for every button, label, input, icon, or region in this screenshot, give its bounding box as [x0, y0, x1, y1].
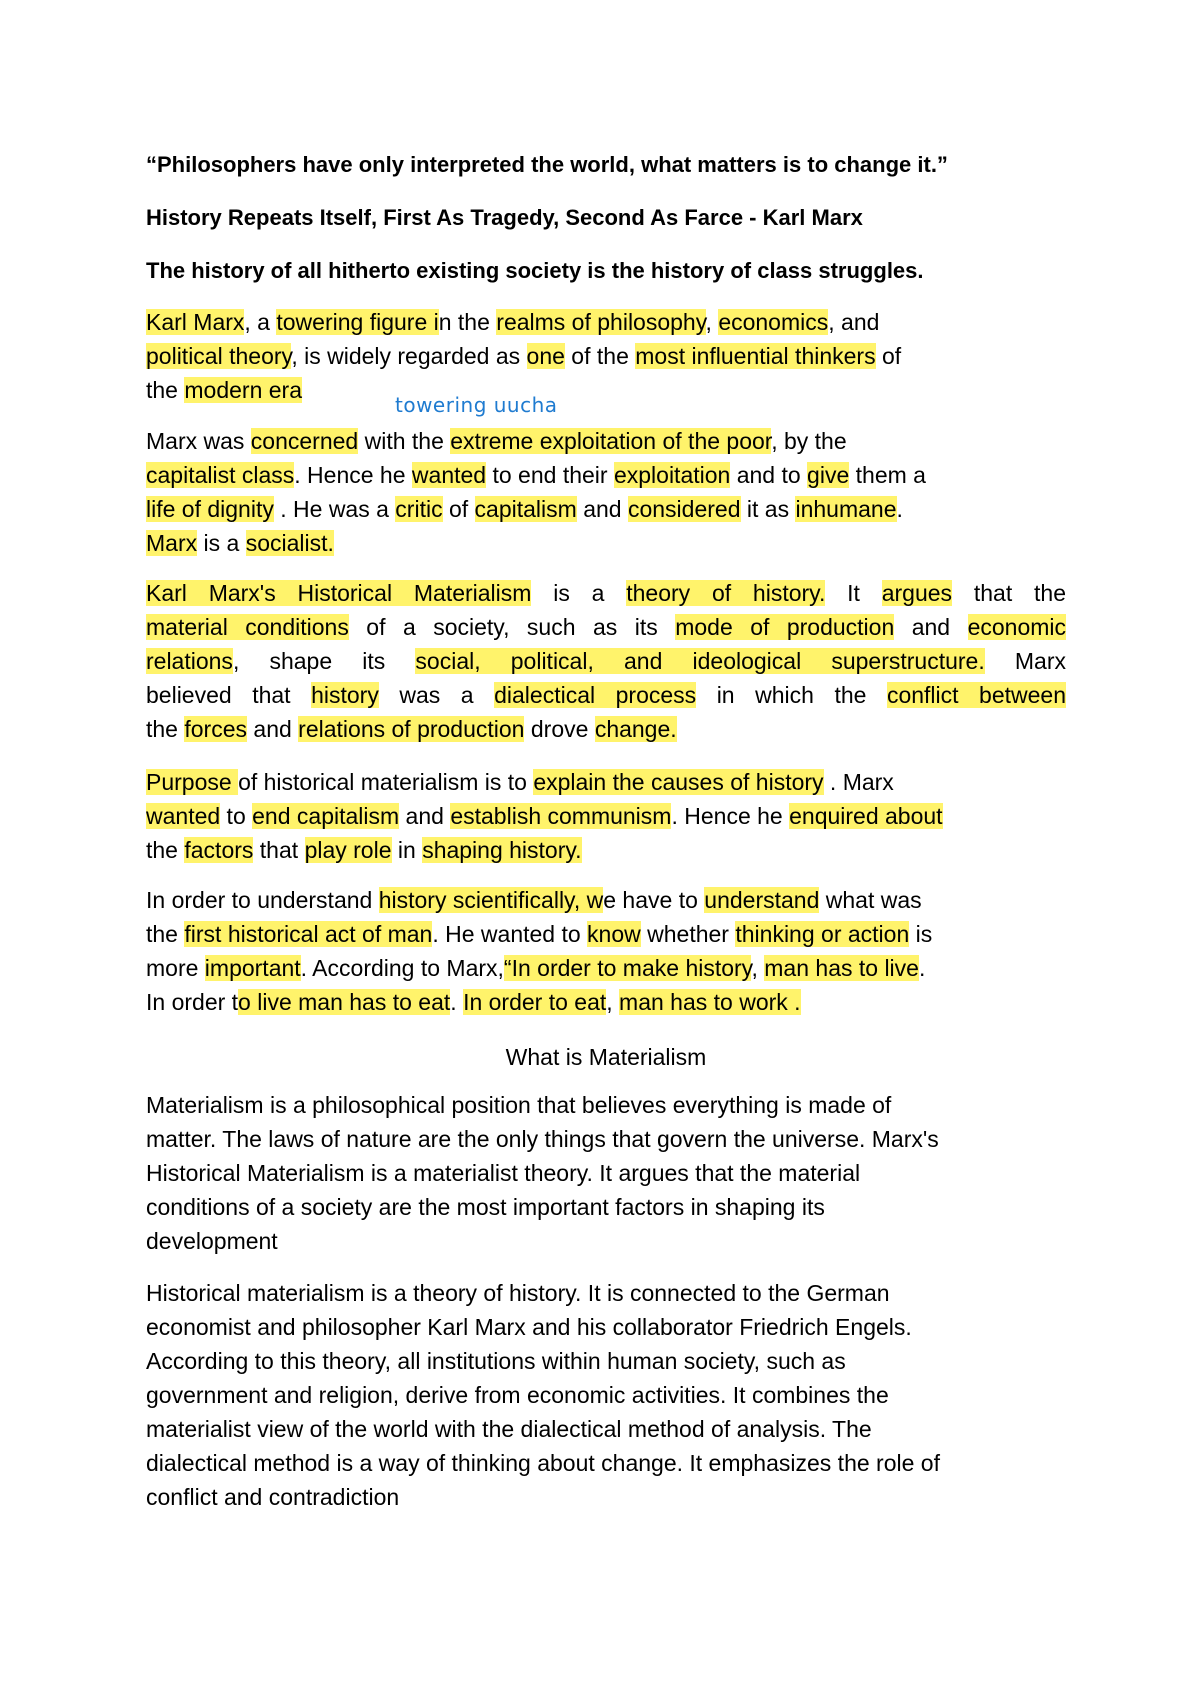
- materialism-paragraph-2-line: conflict and contradiction: [146, 1484, 400, 1510]
- body-text: that the: [952, 580, 1066, 606]
- body-text: and to: [730, 462, 808, 488]
- handwritten-annotation: towering uucha: [395, 393, 558, 417]
- highlighted-text: one: [526, 343, 565, 369]
- body-text: . Marx: [823, 769, 894, 795]
- body-text: , and: [828, 309, 880, 335]
- highlighted-text: argues: [881, 580, 953, 606]
- body-text: .: [918, 955, 926, 981]
- materialism-paragraph-2-line: Historical materialism is a theory of history. It is connected to the German: [146, 1280, 890, 1306]
- paragraph-4-line: [146, 799, 1066, 833]
- paragraph-5-line: [146, 917, 1066, 951]
- body-text: to: [220, 803, 253, 829]
- highlighted-text: capitalism: [474, 496, 577, 522]
- materialism-paragraph-2-line: government and religion, derive from economic activities. It combines the: [146, 1382, 889, 1408]
- body-text: e have to: [603, 887, 705, 913]
- highlighted-text: man has to live: [764, 955, 919, 981]
- highlighted-text: realms of philosophy: [496, 309, 706, 335]
- highlighted-text: important: [204, 955, 301, 981]
- body-text: ,: [705, 309, 719, 335]
- paragraph-1-line: [146, 339, 1066, 373]
- body-text: . He was a: [273, 496, 396, 522]
- paragraph-2-line: [146, 492, 1066, 526]
- highlighted-text: dialectical process: [494, 682, 697, 708]
- highlighted-text: know: [587, 921, 641, 947]
- body-text: that: [253, 837, 305, 863]
- highlighted-text: mode of production: [675, 614, 895, 640]
- paragraph-3-line: [146, 644, 1066, 678]
- body-text: drove: [524, 716, 595, 742]
- body-text: .: [450, 989, 464, 1015]
- paragraph-5-line: [146, 985, 1066, 1019]
- body-text: to end their: [486, 462, 614, 488]
- highlighted-text: conflict between: [886, 682, 1066, 708]
- materialism-paragraph-1-line: development: [146, 1228, 278, 1254]
- section-heading: What is Materialism: [505, 1044, 707, 1070]
- body-text: , shape its: [232, 648, 416, 674]
- paragraph-5-line: [146, 951, 1066, 985]
- paragraph-2-line: [146, 424, 1066, 458]
- paragraph-3-line: [146, 610, 1066, 644]
- highlighted-text: modern era: [184, 377, 302, 403]
- highlighted-text: considered: [627, 496, 741, 522]
- body-text: believed that: [146, 682, 312, 708]
- body-text: . Hence he: [294, 462, 412, 488]
- body-text: is: [909, 921, 933, 947]
- highlighted-text: explain the causes of history: [533, 769, 824, 795]
- quote-philosophers: “Philosophers have only interpreted the world, what matters is to change it.”: [146, 152, 948, 177]
- body-text: and: [399, 803, 451, 829]
- paragraph-5-line: [146, 883, 1066, 917]
- highlighted-text: towering figure i: [276, 309, 439, 335]
- highlighted-text: economics: [718, 309, 829, 335]
- highlighted-text: concerned: [250, 428, 359, 454]
- highlighted-text: inhumane: [795, 496, 897, 522]
- body-text: the: [146, 716, 185, 742]
- highlighted-text: relations of production: [298, 716, 525, 742]
- highlighted-text: wanted: [146, 803, 221, 829]
- body-text: is a: [531, 580, 627, 606]
- highlighted-text: thinking or action: [735, 921, 910, 947]
- body-text: , by the: [771, 428, 847, 454]
- body-text: them a: [849, 462, 926, 488]
- highlighted-text: understand: [704, 887, 820, 913]
- materialism-paragraph-2-line: materialist view of the world with the dialectical method of analysis. The: [146, 1416, 872, 1442]
- body-text: Marx was: [146, 428, 251, 454]
- materialism-paragraph-1-line: Materialism is a philosophical position that believes everything is made of: [146, 1092, 892, 1118]
- highlighted-text: extreme exploitation of the poor: [450, 428, 772, 454]
- highlighted-text: factors: [184, 837, 254, 863]
- highlighted-text: first historical act of man: [184, 921, 433, 947]
- body-text: In order to understand: [146, 887, 379, 913]
- paragraph-3-line: [146, 712, 1066, 746]
- highlighted-text: “In order to make history: [503, 955, 752, 981]
- highlighted-text: capitalist class: [146, 462, 295, 488]
- materialism-paragraph-2-line: dialectical method is a way of thinking about change. It emphasizes the role of: [146, 1450, 940, 1476]
- body-text: of a society, such as its: [348, 614, 676, 640]
- body-text: ,: [751, 955, 765, 981]
- paragraph-4-line: [146, 833, 1066, 867]
- body-text: and: [247, 716, 299, 742]
- highlighted-text: most influential thinkers: [635, 343, 876, 369]
- highlighted-text: material conditions: [146, 614, 349, 640]
- highlighted-text: o live man has to eat: [238, 989, 451, 1015]
- materialism-paragraph-2-line: economist and philosopher Karl Marx and his collaborator Friedrich Engels.: [146, 1314, 912, 1340]
- highlighted-text: theory of history.: [626, 580, 826, 606]
- highlighted-text: history: [311, 682, 379, 708]
- body-text: . Hence he: [671, 803, 790, 829]
- body-text: in: [391, 837, 423, 863]
- body-text: ,: [606, 989, 620, 1015]
- highlighted-text: political theory: [146, 343, 292, 369]
- paragraph-1-line: [146, 305, 1066, 339]
- highlighted-text: life of dignity: [146, 496, 274, 522]
- body-text: .: [896, 496, 903, 522]
- body-text: It: [825, 580, 882, 606]
- body-text: , is widely regarded as: [291, 343, 527, 369]
- highlighted-text: wanted: [411, 462, 487, 488]
- body-text: in which the: [696, 682, 887, 708]
- highlighted-text: economic: [967, 614, 1067, 640]
- highlighted-text: man has to work .: [619, 989, 801, 1015]
- body-text: with the: [358, 428, 451, 454]
- highlighted-text: Marx: [146, 530, 198, 556]
- highlighted-text: In order to eat: [463, 989, 607, 1015]
- highlighted-text: end capitalism: [252, 803, 400, 829]
- body-text: it as: [740, 496, 796, 522]
- body-text: . According to Marx,: [300, 955, 504, 981]
- highlighted-text: socialist.: [245, 530, 334, 556]
- body-text: and: [894, 614, 968, 640]
- highlighted-text: shaping history.: [422, 837, 582, 863]
- highlighted-text: play role: [304, 837, 392, 863]
- highlighted-text: social, political, and ideological superstructure.: [415, 648, 985, 674]
- materialism-paragraph-1-line: Historical Materialism is a materialist theory. It argues that the material: [146, 1160, 861, 1186]
- body-text: Marx: [984, 648, 1067, 674]
- paragraph-4-line: [146, 765, 1066, 799]
- body-text: of historical materialism is to: [238, 769, 534, 795]
- materialism-paragraph-1-line: conditions of a society are the most important factors in shaping its: [146, 1194, 825, 1220]
- body-text: was a: [378, 682, 495, 708]
- highlighted-text: change.: [594, 716, 677, 742]
- body-text: of the: [564, 343, 636, 369]
- highlighted-text: critic: [395, 496, 443, 522]
- highlighted-text: forces: [184, 716, 248, 742]
- body-text: the: [146, 837, 185, 863]
- highlighted-text: exploitation: [613, 462, 731, 488]
- highlighted-text: history scientifically, w: [378, 887, 604, 913]
- highlighted-text: Purpose: [146, 769, 239, 795]
- materialism-paragraph-1-line: matter. The laws of nature are the only things that govern the universe. Marx's: [146, 1126, 939, 1152]
- quote-history-repeats: History Repeats Itself, First As Tragedy, Second As Farce - Karl Marx: [146, 205, 863, 230]
- body-text: n the: [438, 309, 497, 335]
- highlighted-text: Karl Marx: [146, 309, 245, 335]
- quote-class-struggles: The history of all hitherto existing society is the history of class struggles.: [146, 258, 924, 283]
- body-text: of: [442, 496, 475, 522]
- paragraph-1-line: [146, 373, 1066, 407]
- highlighted-text: Karl Marx's Historical Materialism: [146, 580, 532, 606]
- paragraph-2-line: [146, 458, 1066, 492]
- body-text: what was: [819, 887, 922, 913]
- highlighted-text: give: [807, 462, 850, 488]
- body-text: , a: [244, 309, 277, 335]
- materialism-paragraph-2-line: According to this theory, all institutions within human society, such as: [146, 1348, 846, 1374]
- body-text: . He wanted to: [432, 921, 588, 947]
- highlighted-text: enquired about: [789, 803, 943, 829]
- body-text: whether: [640, 921, 736, 947]
- body-text: is a: [197, 530, 246, 556]
- body-text: and: [576, 496, 628, 522]
- paragraph-2-line: [146, 526, 1066, 560]
- body-text: the: [146, 377, 185, 403]
- highlighted-text: relations: [146, 648, 233, 674]
- body-text: the: [146, 921, 185, 947]
- paragraph-3-line: [146, 678, 1066, 712]
- body-text: of: [875, 343, 902, 369]
- body-text: In order t: [146, 989, 239, 1015]
- paragraph-3-line: [146, 576, 1066, 610]
- highlighted-text: establish communism: [450, 803, 672, 829]
- body-text: more: [146, 955, 205, 981]
